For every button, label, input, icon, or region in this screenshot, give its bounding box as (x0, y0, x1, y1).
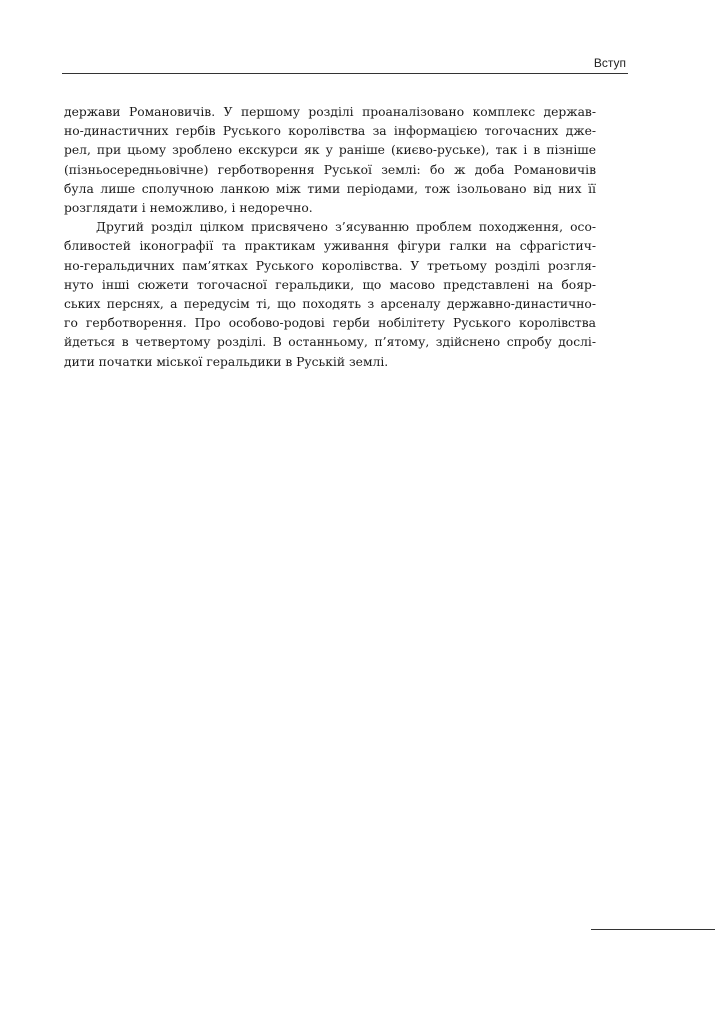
text-line: бливостей іконографії та практикам уживання фігури галки на сфрагістич- (64, 239, 596, 254)
text-line: рел, при цьому зроблено екскурси як у раніше (києво-руське), так і в пізніше (64, 143, 596, 158)
footer-rule (591, 929, 715, 930)
text-line: (пізньосередньовічне) герботворення Руської землі: бо ж доба Романовичів (64, 162, 596, 177)
text-line: розглядати і неможливо, і недоречно. (64, 201, 313, 216)
chapter-title: Вступ (593, 56, 626, 70)
text-line: го герботворення. Про особово-родові герби нобілітету Руського королівства (64, 316, 596, 331)
text-line: ських перснях, а передусім ті, що походять з арсеналу державно-династично- (64, 297, 596, 312)
text-line: но-геральдичних пам’ятках Руського королівства. У третьому розділі розгля- (64, 258, 596, 273)
text-line: була лише сполучною ланкою між тими періодами, тож ізольовано від них її (64, 181, 596, 196)
body-text (64, 103, 596, 372)
text-line: дити початки міської геральдики в Руській землі. (64, 354, 389, 369)
text-line: йдеться в четвертому розділі. В останньому, п’ятому, здійснено спробу дослі- (64, 335, 596, 350)
text-line: Другий розділ цілком присвячено з’ясуванню проблем походження, осо- (96, 220, 596, 235)
header-rule (62, 73, 628, 74)
paragraph-2 (64, 218, 596, 372)
text-line: держави Романовичів. У першому розділі проаналізовано комплекс держав- (64, 105, 596, 119)
text-line: но-династичних гербів Руського королівства за інформацією тогочасних дже- (64, 124, 596, 139)
text-line: нуто інші сюжети тогочасної геральдики, що масово представлені на бояр- (64, 277, 596, 292)
running-header (62, 56, 628, 74)
paragraph-1 (64, 103, 596, 218)
